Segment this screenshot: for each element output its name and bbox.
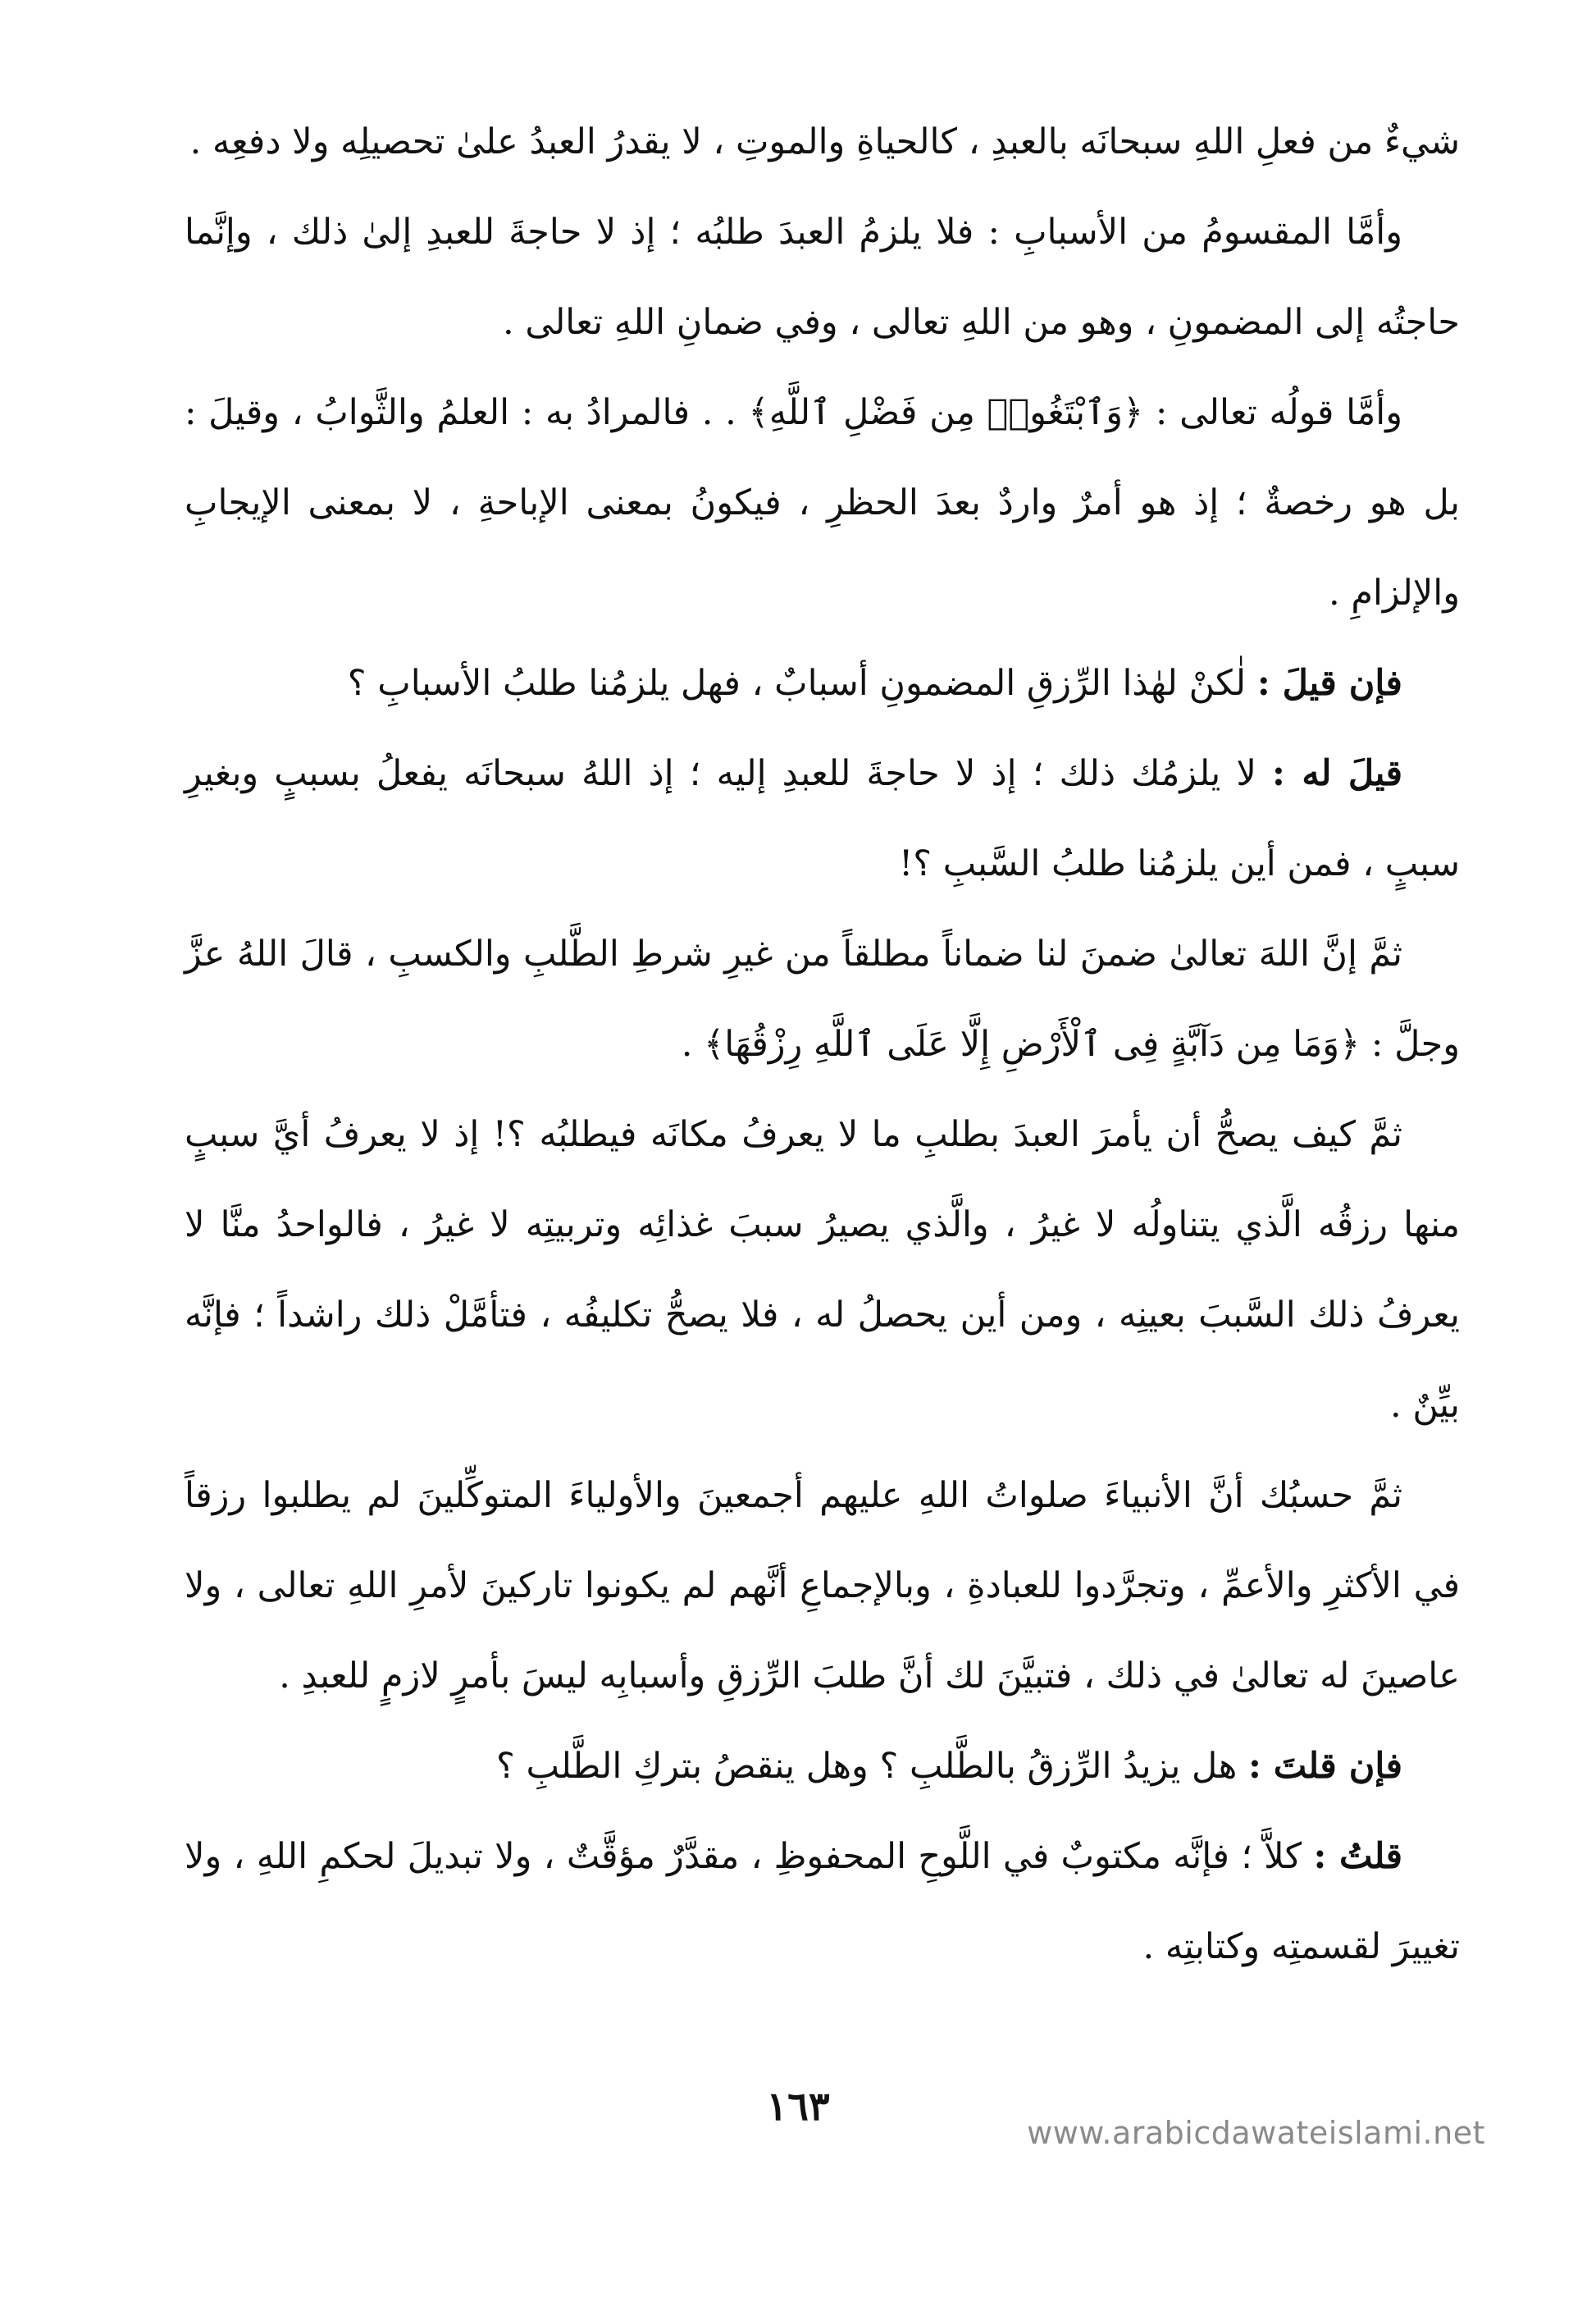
paragraph-lead: قيلَ له : <box>1272 753 1402 794</box>
paragraph-3 <box>185 368 1460 638</box>
paragraph-text: شيءٌ من فعلِ اللهِ سبحانَه بالعبدِ ، كالحياةِ والموتِ ، لا يقدرُ العبدُ علىٰ تحصيلِه ولا دفعِه . <box>189 121 1460 162</box>
paragraph-text: ثمَّ حسبُك أنَّ الأنبياءَ صلواتُ اللهِ عليهم أجمعينَ والأولياءَ المتوكِّلينَ لم يطلبوا رزقاً في الأكثرِ والأعمِّ ، وتجرَّدوا للعبادةِ ، وبالإجماعِ أنَّهم لم يكونوا تاركينَ لأمرِ اللهِ تعالى ، ولا عاصينَ له تعالىٰ في ذلك ، فتبيَّنَ لك أنَّ طلبَ الرِّزقِ وأسبابِه ليسَ بأمرٍ لازمٍ للعبدِ . <box>185 1475 1460 1696</box>
paragraph-lead: فإن قلتَ : <box>1247 1746 1402 1787</box>
paragraph-text: هل يزيدُ الرِّزقُ بالطَّلبِ ؟ وهل ينقصُ بتركِ الطَّلبِ ؟ <box>496 1746 1238 1787</box>
paragraph-text: وأمَّا قولُه تعالى : ﴿وَٱبْتَغُوا۟ مِن فَضْلِ ٱللَّهِ﴾ . . فالمرادُ به : العلمُ والثَّوابُ ، وقيلَ : بل هو رخصةٌ ؛ إذ هو أمرٌ واردٌ بعدَ الحظرِ ، فيكونُ بمعنى الإباحةِ ، لا بمعنى الإيجابِ والإلزامِ . <box>185 392 1460 614</box>
paragraph-5 <box>185 728 1460 909</box>
paragraph-text: كلاَّ ؛ فإنَّه مكتوبٌ في اللَّوحِ المحفوظِ ، مقدَّرٌ مؤقَّتٌ ، ولا تبديلَ لحكمِ اللهِ ، ولا تغييرَ لقسمتِه وكتابتِه . <box>185 1836 1460 1967</box>
paragraph-1 <box>185 97 1460 187</box>
paragraph-lead: قلتُ : <box>1313 1836 1403 1877</box>
paragraph-7 <box>185 1089 1460 1450</box>
page-number: ١٦٣ <box>766 2084 830 2130</box>
paragraph-9 <box>185 1721 1460 1811</box>
paragraph-text: ثمَّ إنَّ اللهَ تعالىٰ ضمنَ لنا ضماناً مطلقاً من غيرِ شرطِ الطَّلبِ والكسبِ ، قالَ اللهُ عزَّ وجلَّ : ﴿وَمَا مِن دَآبَّةٍ فِى ٱلْأَرْضِ إِلَّا عَلَى ٱللَّهِ رِزْقُهَا﴾ . <box>185 934 1460 1065</box>
paragraph-lead: فإن قيلَ : <box>1256 663 1402 704</box>
page-body-text <box>185 97 1460 1992</box>
paragraph-6 <box>185 909 1460 1089</box>
paragraph-8 <box>185 1450 1460 1721</box>
website-watermark: www.arabicdawateislami.net <box>1027 2115 1485 2151</box>
paragraph-text: لا يلزمُك ذلك ؛ إذ لا حاجةَ للعبدِ إليه ؛ إذ اللهُ سبحانَه يفعلُ بسببٍ وبغيرِ سببٍ ، فمن أين يلزمُنا طلبُ السَّببِ ؟! <box>185 753 1460 884</box>
paragraph-10 <box>185 1811 1460 1992</box>
paragraph-text: لٰكنْ لهٰذا الرِّزقِ المضمونِ أسبابٌ ، فهل يلزمُنا طلبُ الأسبابِ ؟ <box>347 663 1247 704</box>
paragraph-text: وأمَّا المقسومُ من الأسبابِ : فلا يلزمُ العبدَ طلبُه ؛ إذ لا حاجةَ للعبدِ إلىٰ ذلك ، وإنَّما حاجتُه إلى المضمونِ ، وهو من اللهِ تعالى ، وفي ضمانِ اللهِ تعالى . <box>185 212 1460 343</box>
paragraph-text: ثمَّ كيف يصحُّ أن يأمرَ العبدَ بطلبِ ما لا يعرفُ مكانَه فيطلبُه ؟! إذ لا يعرفُ أيَّ سببٍ منها رزقُه الَّذي يتناولُه لا غيرُ ، والَّذي يصيرُ سببَ غذائِه وتربيتِه لا غيرُ ، فالواحدُ منَّا لا يعرفُ ذلك السَّببَ بعينِه ، ومن أين يحصلُ له ، فلا يصحُّ تكليفُه ، فتأمَّلْ ذلك راشداً ؛ فإنَّه بيِّنٌ . <box>185 1114 1460 1426</box>
paragraph-4 <box>185 638 1460 728</box>
paragraph-2 <box>185 187 1460 368</box>
